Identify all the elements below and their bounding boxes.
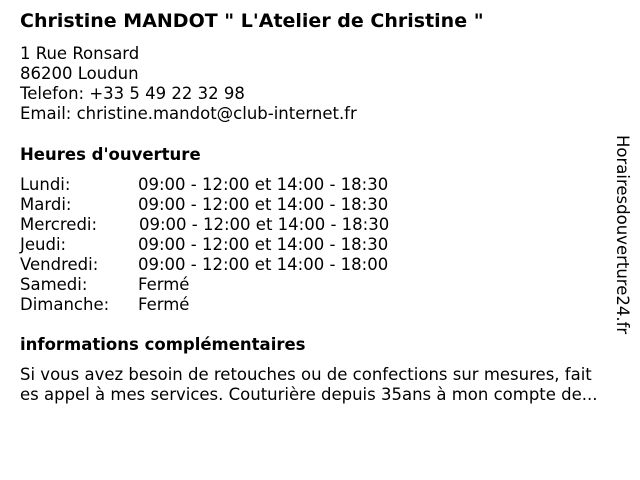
phone-number[interactable]: Telefon: +33 5 49 22 32 98: [20, 84, 245, 103]
business-title: Christine MANDOT " L'Atelier de Christine ": [20, 10, 484, 32]
street-address: 1 Rue Ronsard: [20, 44, 140, 63]
additional-info-heading: informations complémentaires: [20, 335, 306, 354]
day-label: Jeudi:: [20, 235, 67, 254]
day-label: Samedi:: [20, 275, 88, 294]
time-value: 09:00 - 12:00 et 14:00 - 18:00: [138, 255, 389, 274]
day-label: Mercredi:: [20, 215, 98, 234]
site-watermark: Horairesdouverture24.fr: [613, 135, 632, 335]
description-line: Si vous avez besoin de retouches ou de confections sur mesures, fait: [20, 365, 592, 384]
time-value: 09:00 - 12:00 et 14:00 - 18:30: [138, 195, 389, 214]
email-address[interactable]: Email: christine.mandot@club-internet.fr: [20, 104, 357, 123]
time-value: 09:00 - 12:00 et 14:00 - 18:30: [138, 175, 389, 194]
day-label: Mardi:: [20, 195, 72, 214]
time-value: Fermé: [138, 295, 190, 314]
city-postal: 86200 Loudun: [20, 64, 139, 83]
time-value: 09:00 - 12:00 et 14:00 - 18:30: [139, 215, 390, 234]
description-text: [20, 365, 630, 405]
address-block: [20, 44, 357, 124]
day-label: Dimanche:: [20, 295, 110, 314]
day-label: Lundi:: [20, 175, 71, 194]
time-value: Fermé: [138, 275, 190, 294]
time-value: 09:00 - 12:00 et 14:00 - 18:30: [138, 235, 389, 254]
opening-hours-heading: Heures d'ouverture: [20, 145, 201, 164]
description-line: es appel à mes services. Couturière depuis 35ans à mon compte de...: [20, 385, 598, 404]
day-label: Vendredi:: [20, 255, 99, 274]
